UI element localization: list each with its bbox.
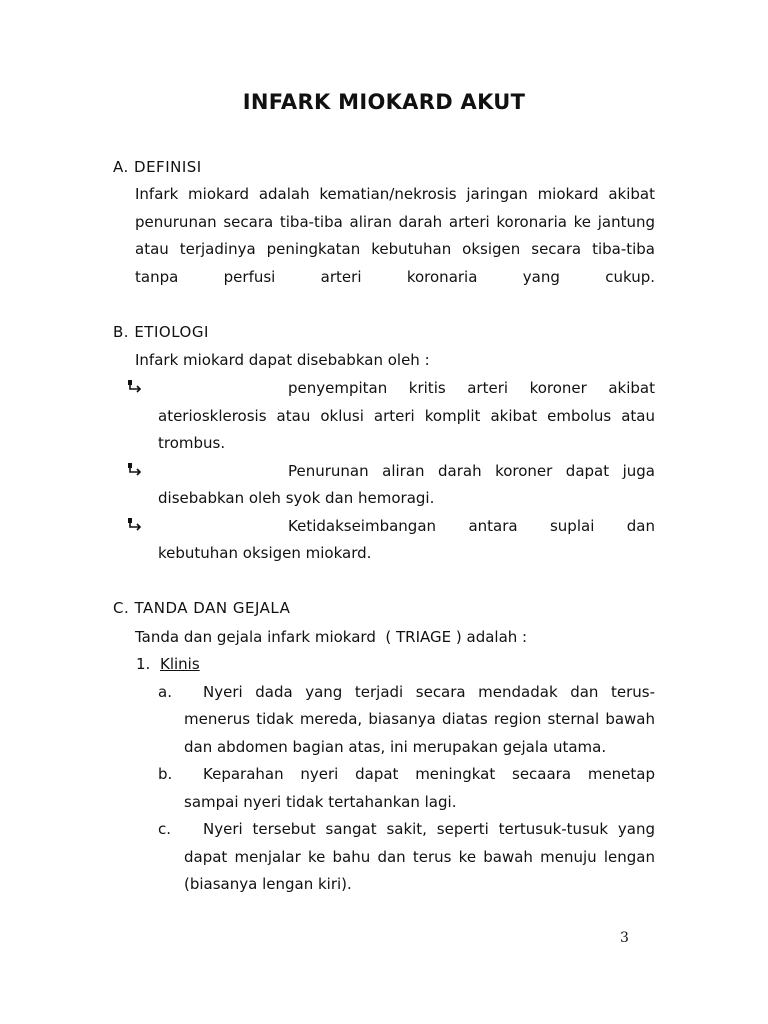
hand-arrow-icon [126,516,148,536]
etiologi-intro: Infark miokard dapat disebabkan oleh : [135,351,430,369]
klinis-item-b-line-1: Keparahan nyeri dapat meningkat secaara menetap [203,765,655,783]
sub-item-letter: a. [158,683,172,701]
etiologi-bullet-1-line-2: ateriosklerosis atau oklusi arteri komplit akibat embolus atau [158,407,655,425]
etiologi-bullet-3-line-2: kebutuhan oksigen miokard. [158,544,372,562]
page-number: 3 [620,930,629,946]
etiologi-bullet-1-line-3: trombus. [158,434,226,452]
list-number: 1. [136,655,151,673]
hand-arrow-icon [126,461,148,481]
list-label-klinis: Klinis [160,655,200,673]
etiologi-bullet-3-line-1: Ketidakseimbangan antara suplai dan [288,517,655,535]
sub-item-letter: c. [158,820,172,838]
hand-arrow-icon [126,378,148,398]
section-heading-definisi: A. DEFINISI [113,158,202,176]
tanda-gejala-intro: Tanda dan gejala infark miokard ( TRIAGE ) adalah : [135,628,528,646]
definisi-paragraph: Infark miokard adalah kematian/nekrosis jaringan miokard akibat penurunan secara tiba-tiba aliran darah arteri koronaria ke jantung atau terjadinya peningkatan kebutuhan oksigen secara tiba-tiba tanpa perfusi arteri koronaria yang cukup. [135,185,655,287]
etiologi-bullet-2-line-2: disebabkan oleh syok dan hemoragi. [158,489,435,507]
klinis-item-b-line-2: sampai nyeri tidak tertahankan lagi. [184,793,457,811]
section-heading-etiologi: B. ETIOLOGI [113,323,209,341]
document-title: INFARK MIOKARD AKUT [242,90,526,114]
etiologi-bullet-2-line-1: Penurunan aliran darah koroner dapat juga [288,462,655,480]
klinis-item-c-line-3: (biasanya lengan kiri). [184,875,352,893]
klinis-item-c-line-2: dapat menjalar ke bahu dan terus ke bawah menuju lengan [184,848,655,866]
klinis-item-a-line-2: menerus tidak mereda, biasanya diatas region sternal bawah [184,710,655,728]
klinis-item-a-line-3: dan abdomen bagian atas, ini merupakan gejala utama. [184,738,607,756]
klinis-item-c-line-1: Nyeri tersebut sangat sakit, seperti tertusuk-tusuk yang [203,820,655,838]
klinis-item-a-line-1: Nyeri dada yang terjadi secara mendadak dan terus- [203,683,655,701]
section-heading-tanda-gejala: C. TANDA DAN GEJALA [113,599,291,617]
etiologi-bullet-1-line-1: penyempitan kritis arteri koroner akibat [288,379,655,397]
sub-item-letter: b. [158,765,173,783]
